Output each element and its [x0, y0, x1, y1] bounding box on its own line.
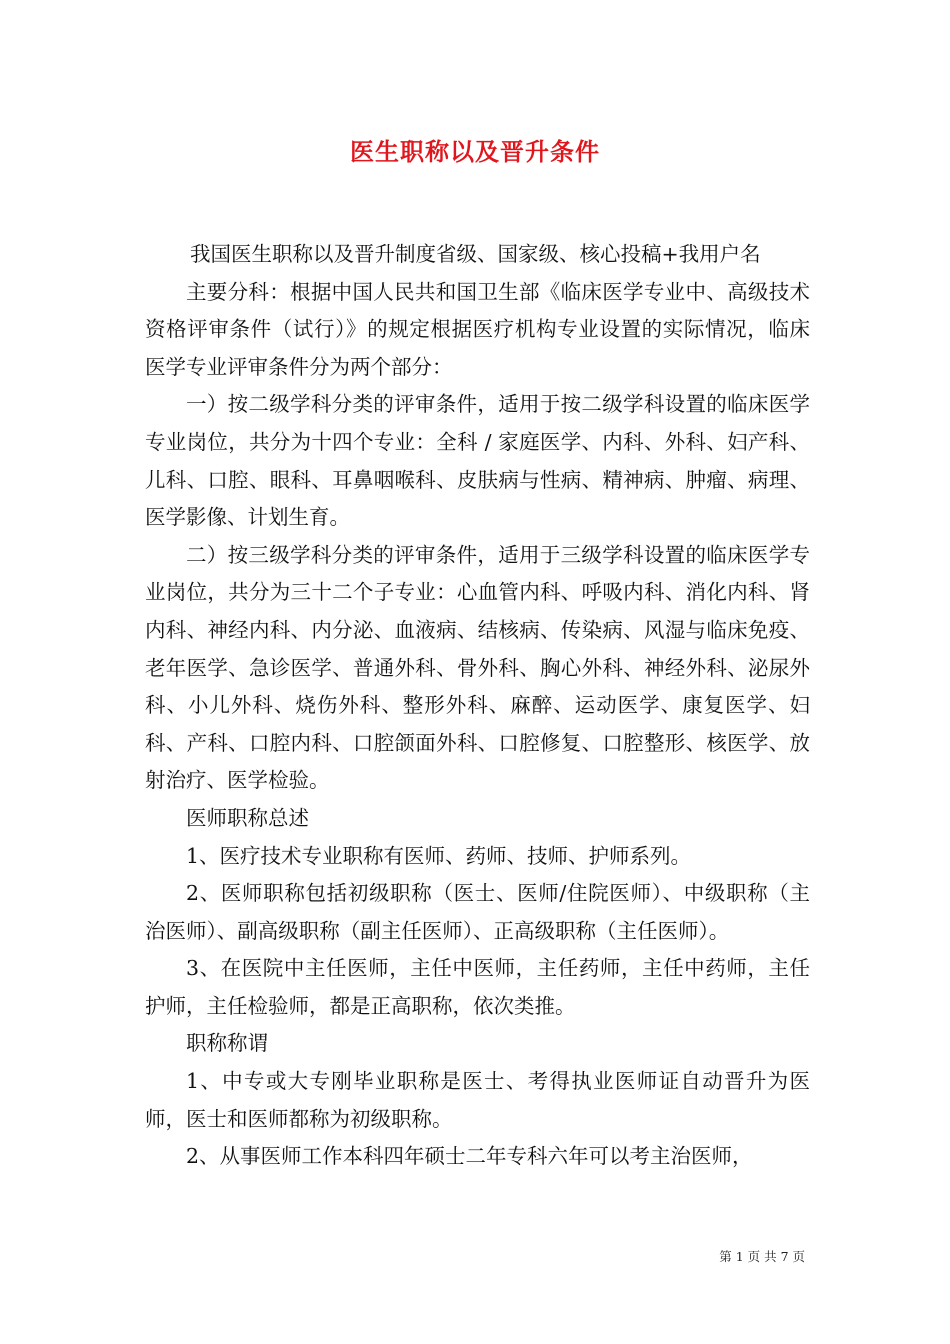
paragraph: 二）按三级学科分类的评审条件，适用于三级学科设置的临床医学专业岗位，共分为三十二个子专业：心血管内科、呼吸内科、消化内科、肾内科、神经内科、内分泌、血液病、结核病、传染病、风湿与临床免疫、老年医学、急诊医学、普通外科、骨外科、胸心外科、神经外科、泌尿外科、小儿外科、烧伤外科、整形外科、麻醉、运动医学、康复医学、妇科、产科、口腔内科、口腔颌面外科、口腔修复、口腔整形、核医学、放射治疗、医学检验。	[145, 542, 810, 793]
paragraph: 我国医生职称以及晋升制度省级、国家级、核心投稿+我用户名	[190, 242, 761, 266]
paragraph: 1、医疗技术专业职称有医师、药师、技师、护师系列。	[186, 843, 692, 868]
document-title: 医生职称以及晋升条件	[350, 137, 600, 166]
paragraph: 主要分科：根据中国人民共和国卫生部《临床医学专业中、高级技术资格评审条件（试行）》的规定根据医疗机构专业设置的实际情况，临床医学专业评审条件分为两个部分：	[145, 279, 810, 379]
section-heading: 医师职称总述	[186, 805, 309, 830]
paragraph: 2、医师职称包括初级职称（医士、医师/住院医师）、中级职称（主治医师）、副高级职称（副主任医师）、正高级职称（主任医师）。	[145, 881, 810, 943]
section-heading: 职称称谓	[186, 1031, 268, 1056]
paragraph: 一）按二级学科分类的评审条件，适用于按二级学科设置的临床医学专业岗位，共分为十四个专业：全科 / 家庭医学、内科、外科、妇产科、儿科、口腔、眼科、耳鼻咽喉科、皮肤病与性病、精神病、肿瘤、病理、医学影像、计划生育。	[145, 392, 810, 530]
document-body	[145, 236, 810, 1176]
paragraph: 2、从事医师工作本科四年硕士二年专科六年可以考主治医师，	[186, 1144, 753, 1169]
paragraph: 1、中专或大专刚毕业职称是医士、考得执业医师证自动晋升为医师，医士和医师都称为初级职称。	[145, 1069, 810, 1131]
page-number: 第 1 页 共 7 页	[719, 1249, 805, 1264]
paragraph: 3、在医院中主任医师，主任中医师，主任药师，主任中药师，主任护师，主任检验师，都是正高职称，依次类推。	[145, 956, 810, 1018]
